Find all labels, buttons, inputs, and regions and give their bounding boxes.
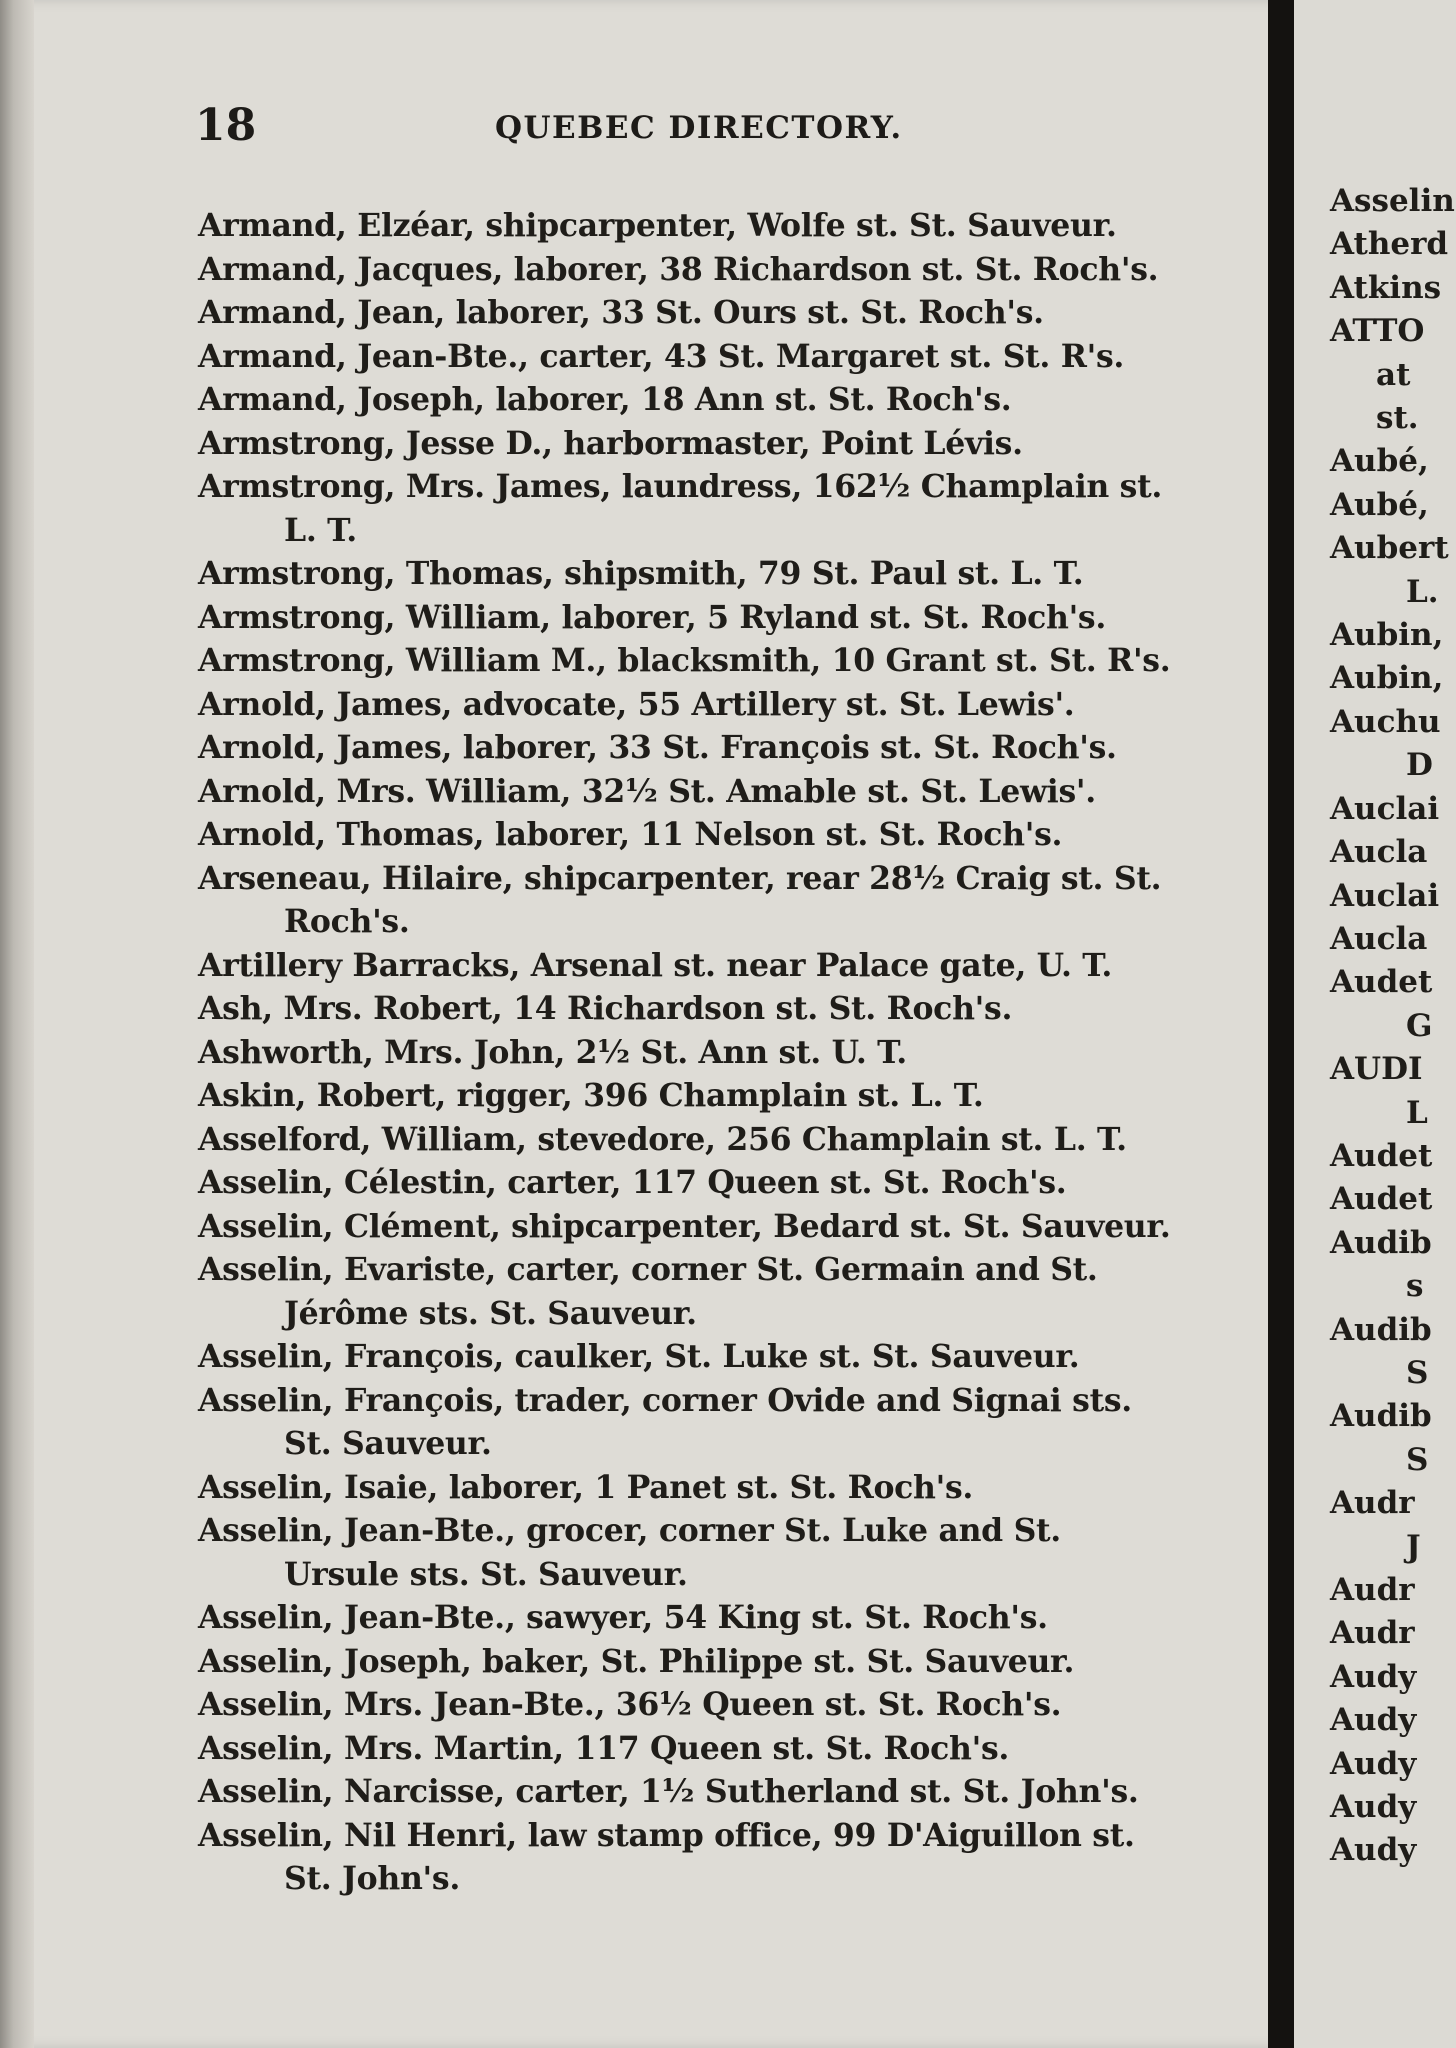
entry-text: Armand, Jean, laborer, 33 St. Ours st. St. Roch's.: [198, 294, 1044, 331]
directory-entries: [198, 204, 1238, 1901]
facing-page-entry: s: [1406, 1268, 1424, 1305]
entry-text: Armand, Jean-Bte., carter, 43 St. Margaret st. St. R's.: [198, 337, 1125, 375]
entry-continuation: Jérôme sts. St. Sauveur.: [284, 1294, 697, 1332]
directory-entry: [198, 1205, 1238, 1249]
facing-page-entry: Auchu: [1330, 703, 1441, 740]
facing-page-entry: L.: [1406, 573, 1439, 610]
entry-text: Asselin, Jean-Bte., sawyer, 54 King st. St. Roch's.: [198, 1599, 1048, 1636]
facing-page-entry: ATTO: [1330, 313, 1425, 350]
entry-text: Armand, Joseph, laborer, 18 Ann st. St. Roch's.: [198, 381, 1012, 418]
directory-entry: [198, 1074, 1238, 1118]
directory-entry: [198, 1379, 1238, 1466]
directory-entry: [198, 944, 1238, 988]
facing-page-entries: [1330, 180, 1455, 1873]
entry-text: Asselin, Clément, shipcarpenter, Bedard st. St. Sauveur.: [198, 1207, 1171, 1245]
facing-page-entry: Aubin,: [1330, 660, 1444, 697]
directory-entry: [198, 204, 1238, 248]
directory-entry: [198, 1727, 1238, 1771]
facing-page-entry: D: [1406, 747, 1433, 784]
page-header: [195, 100, 1235, 160]
entry-text: Arnold, Mrs. William, 32½ St. Amable st. St. Lewis'.: [198, 772, 1096, 810]
entry-text: Ashworth, Mrs. John, 2½ St. Ann st. U. T.: [198, 1033, 907, 1071]
entry-continuation: L. T.: [284, 511, 357, 549]
page-number: 18: [195, 100, 257, 151]
directory-entry: [198, 291, 1238, 335]
directory-entry: [198, 1248, 1238, 1335]
entry-continuation: St. Sauveur.: [284, 1425, 492, 1462]
facing-page-entry: Audy: [1330, 1745, 1417, 1782]
directory-entry: [198, 1118, 1238, 1162]
directory-entry: [198, 335, 1238, 379]
facing-page-entry: Aucla: [1330, 920, 1428, 957]
facing-page-entry: Audr: [1330, 1615, 1415, 1652]
entry-text: Arnold, James, laborer, 33 St. François st. St. Roch's.: [198, 729, 1117, 766]
facing-page-entry: Atherd: [1330, 226, 1449, 263]
facing-page-entry: at: [1376, 356, 1411, 393]
directory-entry: [198, 726, 1238, 770]
page-edge: [0, 0, 34, 2048]
facing-page-entry: Atkins: [1330, 269, 1442, 306]
entry-text: Ash, Mrs. Robert, 14 Richardson st. St. Roch's.: [198, 990, 1013, 1027]
facing-page-entry: S: [1406, 1354, 1429, 1391]
entry-text: Asselin, Mrs. Martin, 117 Queen st. St. Roch's.: [198, 1729, 1010, 1767]
facing-page-entry: Audib: [1330, 1398, 1432, 1435]
directory-entry: [198, 1335, 1238, 1379]
entry-text: Armand, Jacques, laborer, 38 Richardson st. St. Roch's.: [198, 250, 1159, 288]
entry-text: Arseneau, Hilaire, shipcarpenter, rear 28½ Craig st. St.: [198, 859, 1162, 897]
entry-text: Asselin, Nil Henri, law stamp office, 99 D'Aiguillon st.: [198, 1816, 1135, 1854]
directory-entry: [198, 422, 1238, 466]
entry-text: Asselin, François, caulker, St. Luke st. St. Sauveur.: [198, 1338, 1080, 1375]
book-spine: [1268, 0, 1294, 2048]
entry-text: Armstrong, William, laborer, 5 Ryland st. St. Roch's.: [198, 598, 1107, 636]
entry-continuation: St. John's.: [284, 1860, 460, 1897]
facing-page-entry: Auclai: [1330, 790, 1440, 827]
directory-entry: [198, 1509, 1238, 1596]
directory-entry: [198, 1814, 1238, 1901]
facing-page-entry: Audy: [1330, 1658, 1417, 1695]
running-title: QUEBEC DIRECTORY.: [495, 110, 903, 146]
entry-text: Armstrong, Jesse D., harbormaster, Point Lévis.: [198, 424, 1023, 462]
entry-text: Asselford, William, stevedore, 256 Champlain st. L. T.: [198, 1120, 1127, 1158]
facing-page-entry: Aubé,: [1330, 486, 1429, 523]
directory-entry: [198, 1466, 1238, 1510]
entry-text: Asselin, Mrs. Jean-Bte., 36½ Queen st. St. Roch's.: [198, 1686, 1062, 1723]
directory-entry: [198, 1596, 1238, 1640]
directory-entry: [198, 770, 1238, 814]
facing-page-entry: Audy: [1330, 1702, 1417, 1739]
entry-text: Arnold, Thomas, laborer, 11 Nelson st. St. Roch's.: [198, 816, 1063, 853]
facing-page-entry: Aubin,: [1330, 617, 1444, 654]
facing-page-entry: st.: [1376, 400, 1419, 437]
facing-page-entry: Asselin: [1330, 183, 1455, 219]
facing-page-entry: Aucla: [1330, 834, 1428, 871]
facing-page-entry: L: [1406, 1094, 1428, 1131]
entry-text: Armstrong, William M., blacksmith, 10 Grant st. St. R's.: [198, 642, 1171, 679]
directory-entry: [198, 857, 1238, 944]
facing-page-entry: S: [1406, 1441, 1429, 1478]
entry-text: Asselin, Narcisse, carter, 1½ Sutherland st. St. John's.: [198, 1773, 1139, 1810]
entry-text: Armstrong, Mrs. James, laundress, 162½ Champlain st.: [198, 468, 1163, 505]
facing-page-entry: AUDI: [1330, 1051, 1423, 1088]
entry-text: Asselin, Célestin, carter, 117 Queen st. St. Roch's.: [198, 1164, 1067, 1201]
facing-page-entry: G: [1406, 1007, 1433, 1044]
directory-entry: [198, 1640, 1238, 1684]
entry-text: Armstrong, Thomas, shipsmith, 79 St. Paul st. L. T.: [198, 555, 1084, 592]
directory-entry: [198, 813, 1238, 857]
entry-text: Asselin, Joseph, baker, St. Philippe st. St. Sauveur.: [198, 1642, 1075, 1680]
directory-entry: [198, 683, 1238, 727]
facing-page-fragment: [1294, 0, 1456, 2048]
directory-entry: [198, 596, 1238, 640]
facing-page-entry: Aubé,: [1330, 443, 1429, 480]
facing-page-entry: Audib: [1330, 1224, 1432, 1261]
entry-text: Askin, Robert, rigger, 396 Champlain st. L. T.: [198, 1077, 984, 1114]
facing-page-entry: J: [1406, 1528, 1421, 1565]
entry-text: Asselin, Jean-Bte., grocer, corner St. Luke and St.: [198, 1512, 1061, 1549]
directory-entry: [198, 552, 1238, 596]
facing-page-entry: Audr: [1330, 1485, 1415, 1522]
directory-entry: [198, 1161, 1238, 1205]
directory-entry: [198, 1031, 1238, 1075]
facing-page-entry: Audib: [1330, 1311, 1432, 1348]
directory-entry: [198, 987, 1238, 1031]
entry-continuation: Ursule sts. St. Sauveur.: [284, 1555, 688, 1593]
directory-entry: [198, 1770, 1238, 1814]
entry-text: Asselin, Evariste, carter, corner St. Germain and St.: [198, 1251, 1098, 1288]
directory-entry: [198, 639, 1238, 683]
facing-page-entry: Audet: [1330, 1137, 1433, 1174]
facing-page-entry: Aubert: [1330, 530, 1449, 567]
entry-text: Armand, Elzéar, shipcarpenter, Wolfe st. St. Sauveur.: [198, 207, 1117, 244]
facing-page-entry: Auclai: [1330, 877, 1440, 914]
entry-text: Asselin, François, trader, corner Ovide and Signai sts.: [198, 1381, 1132, 1419]
directory-entry: [198, 378, 1238, 422]
directory-entry: [198, 248, 1238, 292]
entry-text: Artillery Barracks, Arsenal st. near Palace gate, U. T.: [198, 946, 1113, 984]
entry-continuation: Roch's.: [284, 903, 410, 940]
facing-page-entry: Audy: [1330, 1789, 1417, 1826]
facing-page-entry: Audet: [1330, 964, 1433, 1001]
facing-page-entry: Audy: [1330, 1832, 1417, 1869]
facing-page-entry: Audr: [1330, 1572, 1415, 1608]
entry-text: Asselin, Isaie, laborer, 1 Panet st. St. Roch's.: [198, 1468, 974, 1506]
directory-entry: [198, 465, 1238, 552]
directory-entry: [198, 1683, 1238, 1727]
facing-page-entry: Audet: [1330, 1181, 1433, 1218]
entry-text: Arnold, James, advocate, 55 Artillery st. St. Lewis'.: [198, 685, 1075, 723]
